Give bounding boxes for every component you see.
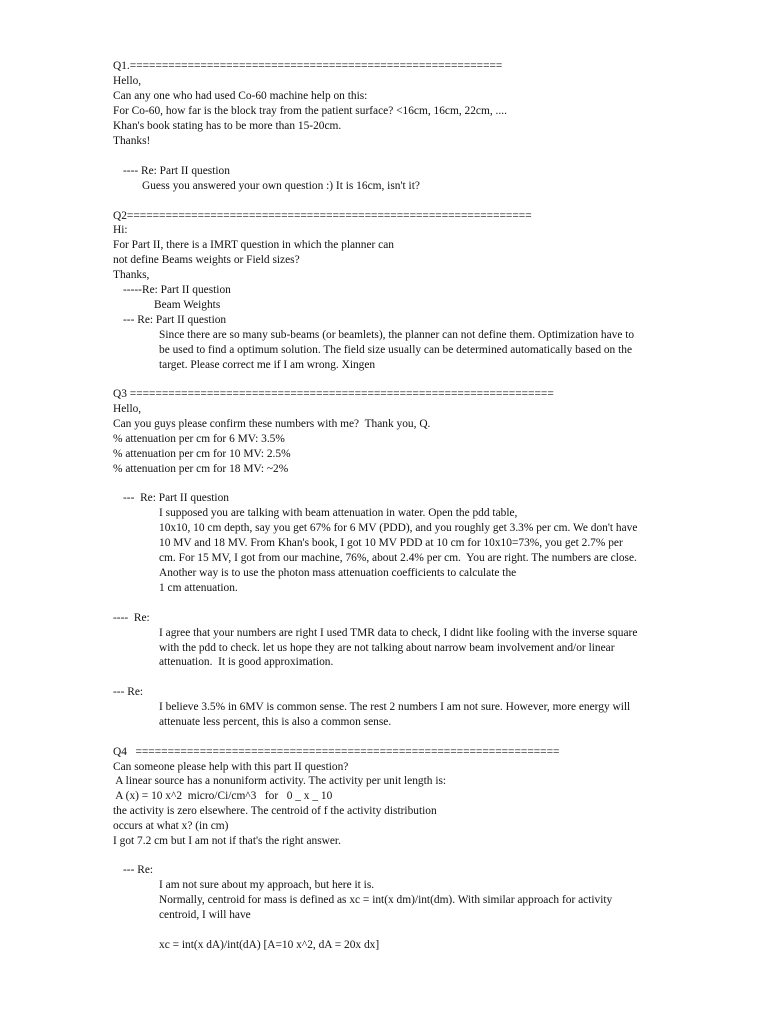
text-line: Hello, <box>113 75 142 87</box>
reply-header: ---- Re: Part II question <box>123 165 230 177</box>
reply-text: 10 MV and 18 MV. From Khan's book, I got 10 MV PDD at 10 cm for 10x10=73%, you get 2.7% per <box>159 537 623 549</box>
q1-heading: Q1.========================================================== <box>113 60 503 72</box>
text-line: not define Beams weights or Field sizes? <box>113 254 300 266</box>
reply-header: -----Re: Part II question <box>123 284 231 296</box>
reply-text: 10x10, 10 cm depth, say you get 67% for 6 MV (PDD), and you roughly get 3.3% per cm. We don't have <box>159 522 638 534</box>
text-line: Hello, <box>113 403 142 415</box>
text-line: Can someone please help with this part II question? <box>113 761 349 773</box>
text-line: Can any one who had used Co-60 machine help on this: <box>113 90 368 102</box>
text-line: Thanks! <box>113 135 151 147</box>
text-line: the activity is zero elsewhere. The centroid of f the activity distribution <box>113 805 437 817</box>
reply-text: Normally, centroid for mass is defined as xc = int(x dm)/int(dm). With similar approach for activity <box>159 894 613 906</box>
reply-text: I supposed you are talking with beam attenuation in water. Open the pdd table, <box>159 507 518 519</box>
reply-text: centroid, I will have <box>159 909 251 921</box>
reply-header: --- Re: <box>123 864 154 876</box>
reply-text: I believe 3.5% in 6MV is common sense. The rest 2 numbers I am not sure. However, more energy will <box>159 701 631 713</box>
text-line: For Part II, there is a IMRT question in which the planner can <box>113 239 394 251</box>
text-line: A linear source has a nonuniform activity. The activity per unit length is: <box>113 775 447 787</box>
q4-heading: Q4 ================================================================== <box>113 746 560 758</box>
reply-text: attenuation. It is good approximation. <box>159 656 334 668</box>
text-line: A (x) = 10 x^2 micro/Ci/cm^3 for 0 _ x _ 10 <box>113 790 333 802</box>
reply-text: 1 cm attenuation. <box>159 582 238 594</box>
reply-header: --- Re: Part II question <box>123 314 227 326</box>
reply-text: Guess you answered your own question :) It is 16cm, isn't it? <box>142 180 420 192</box>
reply-text: cm. For 15 MV, I got from our machine, 76%, about 2.4% per cm. You are right. The numbers are close. <box>159 552 637 564</box>
reply-text: Beam Weights <box>154 299 221 311</box>
reply-text: target. Please correct me if I am wrong. Xingen <box>159 359 376 371</box>
reply-text: I agree that your numbers are right I used TMR data to check, I didnt like fooling with the inverse square <box>159 627 638 639</box>
text-line: occurs at what x? (in cm) <box>113 820 229 832</box>
reply-header: --- Re: <box>113 686 144 698</box>
reply-text: Another way is to use the photon mass attenuation coefficients to calculate the <box>159 567 517 579</box>
text-line: I got 7.2 cm but I am not if that's the right answer. <box>113 835 341 847</box>
text-line: Thanks, <box>113 269 150 281</box>
reply-header: --- Re: Part II question <box>123 492 229 504</box>
text-line: Hi: <box>113 224 128 236</box>
text-line: % attenuation per cm for 6 MV: 3.5% <box>113 433 285 445</box>
reply-text: be used to find a optimum solution. The field size usually can be determined automatically based on the <box>159 344 633 356</box>
reply-text: attenuate less percent, this is also a common sense. <box>159 716 392 728</box>
text-line: % attenuation per cm for 18 MV: ~2% <box>113 463 289 475</box>
reply-text: with the pdd to check. let us hope they are not talking about narrow beam involvement and/or linear <box>159 642 615 654</box>
text-line: % attenuation per cm for 10 MV: 2.5% <box>113 448 291 460</box>
reply-header: ---- Re: <box>113 612 150 624</box>
text-line: Khan's book stating has to be more than 15-20cm. <box>113 120 342 132</box>
q3-heading: Q3 ================================================================== <box>113 388 554 400</box>
reply-text: Since there are so many sub-beams (or beamlets), the planner can not define them. Optimization have to <box>159 329 635 341</box>
q2-heading: Q2=============================================================== <box>113 210 532 222</box>
text-line: For Co-60, how far is the block tray from the patient surface? <16cm, 16cm, 22cm, .... <box>113 105 507 117</box>
text-line: Can you guys please confirm these numbers with me? Thank you, Q. <box>113 418 431 430</box>
reply-text: xc = int(x dA)/int(dA) [A=10 x^2, dA = 20x dx] <box>159 939 380 951</box>
reply-text: I am not sure about my approach, but here it is. <box>159 879 375 891</box>
